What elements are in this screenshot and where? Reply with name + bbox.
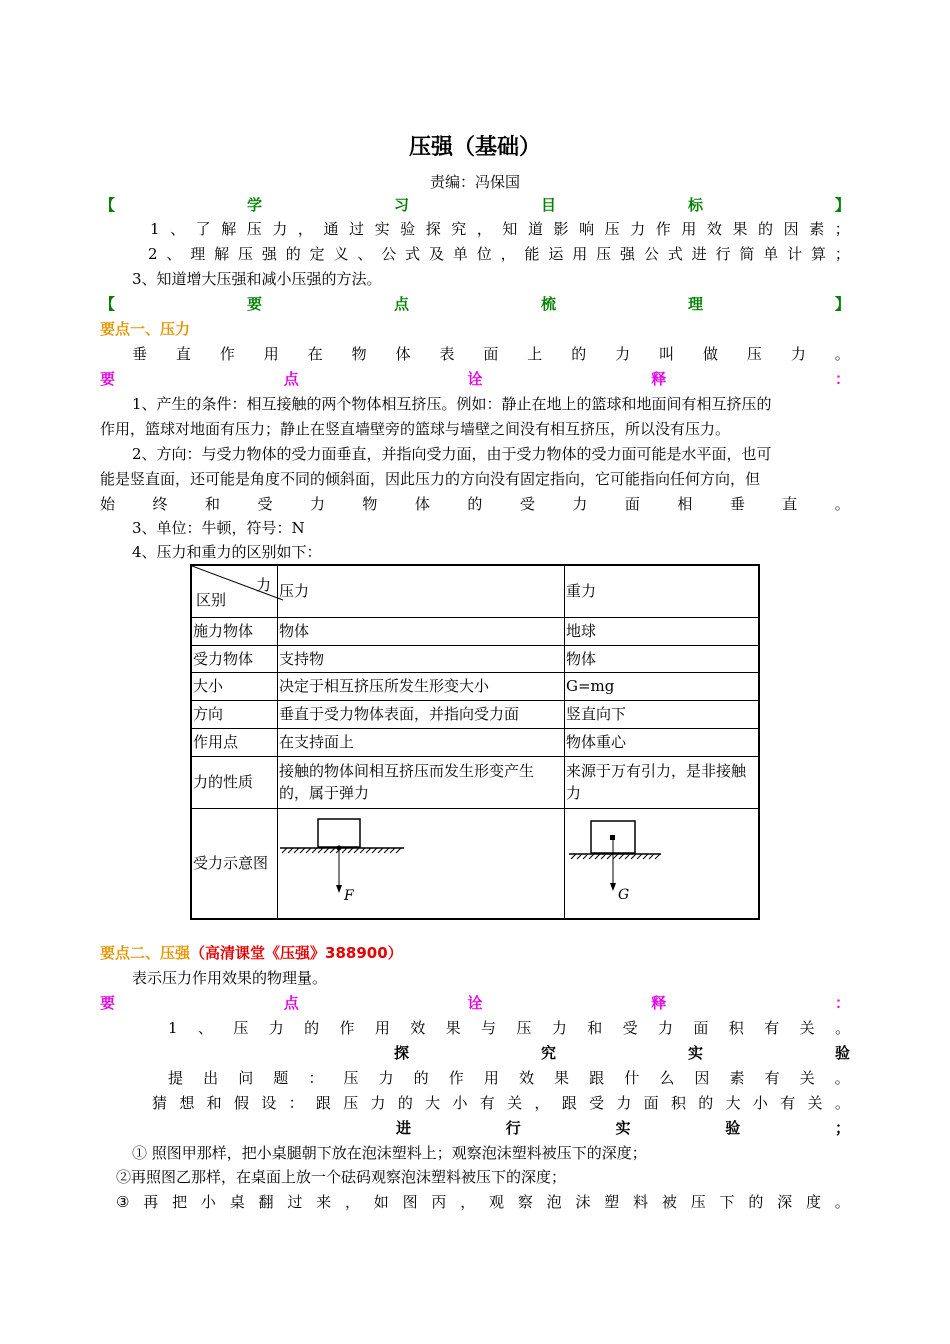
spread-char: 力 [630, 220, 646, 238]
spread-char: 物 [362, 495, 378, 513]
spread-char: 理 [687, 295, 703, 313]
spread-char: 用 [572, 245, 588, 263]
spread-char: ： [288, 1094, 304, 1112]
spread-char: 的 [571, 345, 587, 363]
spread-char: 跟 [315, 1094, 331, 1112]
spread-char: 表 [439, 345, 455, 363]
spread-char: 直 [175, 345, 191, 363]
spread-char: 力 [658, 1019, 674, 1037]
point1-definition [132, 342, 850, 366]
spread-char: 做 [702, 345, 718, 363]
point2-heading-link[interactable]: （高清课堂《压强》388900） [190, 944, 403, 962]
spread-char: 强 [620, 245, 636, 263]
spread-char: 压 [690, 1193, 706, 1211]
spread-char: 塑 [604, 1193, 620, 1211]
spread-char: 受 [589, 1094, 605, 1112]
gravity-force-diagram [565, 809, 758, 912]
spread-char: 诠 [467, 994, 483, 1012]
spread-char: 果 [445, 1019, 461, 1037]
point1-p1-line1: 1、产生的条件：相互接触的两个物体相互挤压。例如：静止在地上的篮球和地面间有相互挤压的 [132, 395, 772, 413]
spread-char: 关 [807, 1094, 823, 1112]
spread-char: 沫 [575, 1193, 591, 1211]
spread-char: 压 [246, 220, 262, 238]
spread-char: 有 [764, 1069, 780, 1087]
spread-char: 。 [834, 495, 850, 513]
spread-char: 简 [739, 245, 755, 263]
page-title: 压强（基础） [408, 135, 541, 160]
spread-char: ， [460, 1193, 476, 1211]
spread-char: 验 [725, 1119, 741, 1137]
spread-char: 式 [405, 245, 421, 263]
spread-char: 压 [746, 345, 762, 363]
spread-char: 通 [323, 220, 339, 238]
table-header-gravity: 重力 [565, 565, 760, 617]
spread-char: 把 [172, 1193, 188, 1211]
spread-char: 的 [304, 1019, 320, 1037]
table-row-label: 大小 [191, 672, 278, 700]
spread-char: 力 [378, 1069, 394, 1087]
spread-char: 义 [333, 245, 349, 263]
spread-char: 泡 [546, 1193, 562, 1211]
spread-char: 效 [706, 220, 722, 238]
force-g-label: G [618, 886, 630, 903]
spread-char: 压 [233, 1019, 249, 1037]
spread-char: 响 [579, 220, 595, 238]
spread-char: ： [834, 370, 850, 388]
spread-char: 。 [834, 1094, 850, 1112]
spread-char: 假 [233, 1094, 249, 1112]
spread-char: 行 [715, 245, 731, 263]
author-line: 责编：冯保国 [429, 173, 520, 191]
spread-char: ③ [116, 1193, 130, 1211]
spread-char: 桌 [229, 1193, 245, 1211]
spread-char: 位 [476, 245, 492, 263]
spread-char: 压 [343, 1094, 359, 1112]
spread-char: 积 [728, 1019, 744, 1037]
spread-char: 。 [834, 345, 850, 363]
table-cell: G=mg [565, 672, 760, 700]
spread-char: 单 [452, 245, 468, 263]
spread-char: 力 [370, 1094, 386, 1112]
spread-char: 要 [100, 994, 116, 1012]
conduct-heading [396, 1116, 850, 1140]
spread-char: ： [834, 994, 850, 1012]
spread-char: 在 [307, 345, 323, 363]
point2-heading [100, 941, 850, 965]
spread-char: 解 [214, 245, 230, 263]
spread-char: 能 [524, 245, 540, 263]
spread-char: 图 [402, 1193, 418, 1211]
spread-char: 有 [764, 1019, 780, 1037]
spread-char: 、 [197, 1019, 213, 1037]
spread-char: 体 [414, 495, 430, 513]
spread-char: 进 [396, 1119, 412, 1137]
table-cell: 物体重心 [565, 728, 760, 756]
table-cell: 物体 [278, 617, 565, 645]
table-row-label: 施力物体 [191, 617, 278, 645]
table-header-pressure: 压力 [278, 565, 565, 617]
spread-char: 过 [287, 1193, 303, 1211]
spread-char: 压 [604, 220, 620, 238]
spread-char: 单 [763, 245, 779, 263]
spread-char: 道 [527, 220, 543, 238]
spread-char: 问 [238, 1069, 254, 1087]
step-3 [116, 1190, 850, 1214]
spread-char: 力 [615, 345, 631, 363]
point1-explain-heading [100, 367, 850, 391]
spread-char: 、 [357, 245, 373, 263]
spread-char: 究 [451, 220, 467, 238]
spread-char: 效 [410, 1019, 426, 1037]
goals-heading [100, 193, 850, 217]
spread-char: 翻 [258, 1193, 274, 1211]
spread-char: 料 [633, 1193, 649, 1211]
spread-char: 的 [748, 1193, 764, 1211]
table-cell: 来源于万有引力，是非接触力 [565, 756, 760, 808]
table-cell: 支持物 [278, 645, 565, 672]
spread-char: 压 [343, 1069, 359, 1087]
explore-heading [394, 1041, 850, 1065]
spread-char: 目 [540, 196, 556, 214]
spread-char: 叫 [659, 345, 675, 363]
spread-char: 验 [834, 1044, 850, 1062]
spread-char: 探 [394, 1044, 410, 1062]
spread-char: 学 [246, 196, 262, 214]
spread-char: 力 [790, 345, 806, 363]
spread-char: 实 [687, 1044, 703, 1062]
point2-definition: 表示压力作用效果的物理量。 [132, 969, 328, 987]
spread-char: 知 [502, 220, 518, 238]
spread-char: 运 [548, 245, 564, 263]
spread-char: ， [476, 220, 492, 238]
spread-char: 的 [413, 1069, 429, 1087]
spread-char: 究 [540, 1044, 556, 1062]
spread-char: 用 [483, 1069, 499, 1087]
spread-char: 要 [100, 370, 116, 388]
spread-char: 有 [780, 1094, 796, 1112]
spread-char: 。 [834, 1069, 850, 1087]
spread-char: 因 [783, 220, 799, 238]
spread-char: 的 [758, 220, 774, 238]
corner-bottom-label: 区别 [196, 590, 227, 609]
spread-char: ； [834, 1119, 850, 1137]
spread-char: 行 [505, 1119, 521, 1137]
spread-char: 跟 [561, 1094, 577, 1112]
spread-char: 】 [834, 295, 850, 313]
spread-char: 要 [246, 295, 262, 313]
spread-char: 因 [694, 1069, 710, 1087]
spread-char: 和 [587, 1019, 603, 1037]
spread-char: 么 [659, 1069, 675, 1087]
spread-char: 梳 [540, 295, 556, 313]
spread-char: ： [308, 1069, 324, 1087]
point1-p2-line3 [100, 492, 850, 516]
spread-char: 点 [283, 994, 299, 1012]
spread-char: 再 [143, 1193, 159, 1211]
spread-char: 面 [624, 495, 640, 513]
spread-char: ， [344, 1193, 360, 1211]
spread-char: 力 [268, 1019, 284, 1037]
step-2: ②再照图乙那样，在桌面上放一个砝码观察泡沫塑料被压下的深度； [116, 1168, 567, 1186]
spread-char: 相 [677, 495, 693, 513]
spread-char: 】 [834, 196, 850, 214]
spread-char: 被 [661, 1193, 677, 1211]
table-corner-cell [191, 565, 278, 617]
table-cell: 竖直向下 [565, 700, 760, 728]
pressure-force-diagram-cell [278, 808, 565, 919]
question-line [168, 1066, 850, 1090]
pressure-gravity-table [190, 564, 760, 920]
table-row-label: 受力物体 [191, 645, 278, 672]
spread-char: 用 [681, 220, 697, 238]
spread-char: 力 [309, 495, 325, 513]
spread-char: 探 [425, 220, 441, 238]
spread-char: 定 [309, 245, 325, 263]
spread-char: 设 [261, 1094, 277, 1112]
spread-char: 压 [516, 1019, 532, 1037]
spread-char: 物 [351, 345, 367, 363]
spread-char: ， [297, 220, 313, 238]
pressure-force-diagram [278, 809, 564, 912]
spread-char: 小 [452, 1094, 468, 1112]
spread-char: 。 [834, 1019, 850, 1037]
spread-char: 丙 [431, 1193, 447, 1211]
spread-char: 了 [195, 220, 211, 238]
spread-char: 标 [687, 196, 703, 214]
spread-char: 有 [479, 1094, 495, 1112]
table-cell: 在支持面上 [278, 728, 565, 756]
spread-char: 积 [670, 1094, 686, 1112]
spread-char: 面 [693, 1019, 709, 1037]
spread-char: 和 [204, 495, 220, 513]
spread-char: 、 [170, 220, 186, 238]
spread-char: 受 [257, 495, 273, 513]
spread-char: 受 [622, 1019, 638, 1037]
spread-char: 验 [400, 220, 416, 238]
spread-char: 观 [489, 1193, 505, 1211]
spread-char: 2 [148, 245, 158, 263]
spread-char: 压 [238, 245, 254, 263]
goal-item-3: 3、知道增大压强和减小压强的方法。 [132, 270, 382, 288]
spread-char: 深 [777, 1193, 793, 1211]
spread-char: 用 [263, 345, 279, 363]
spread-char: 直 [782, 495, 798, 513]
point1-heading: 要点一、压力 [100, 320, 191, 338]
spread-char: 始 [100, 495, 116, 513]
point1-p2-line1: 2、方向：与受力物体的受力面垂直，并指向受力面，由于受力物体的受力面可能是水平面，也可 [132, 445, 772, 463]
spread-char: 果 [732, 220, 748, 238]
spread-char: 【 [100, 295, 116, 313]
point1-p2-line2: 能是竖直面，还可能是角度不同的倾斜面，因此压力的方向没有固定指向，它可能指向任何方向，但 [100, 470, 761, 488]
spread-char: 用 [374, 1019, 390, 1037]
spread-char: 公 [643, 245, 659, 263]
spread-char: 与 [481, 1019, 497, 1037]
spread-char: 关 [507, 1094, 523, 1112]
table-cell: 接触的物体间相互挤压而发生形变产生的，属于弹力 [278, 756, 565, 808]
spread-char: 的 [285, 245, 301, 263]
spread-char: 上 [527, 345, 543, 363]
spread-char: 公 [381, 245, 397, 263]
spread-char: 力 [551, 1019, 567, 1037]
guess-line [152, 1091, 850, 1115]
spread-char: 垂 [729, 495, 745, 513]
spread-char: ， [500, 245, 516, 263]
point2-explain-heading [100, 991, 850, 1015]
spread-char: 【 [100, 196, 116, 214]
step-1: ① 照图甲那样，把小桌腿朝下放在泡沫塑料上；观察泡沫塑料被压下的深度； [132, 1144, 647, 1162]
spread-char: 压 [596, 245, 612, 263]
spread-char: 进 [691, 245, 707, 263]
spread-char: 题 [273, 1069, 289, 1087]
point2-item1 [168, 1016, 850, 1040]
goal-item-1 [150, 217, 850, 241]
spread-char: 体 [395, 345, 411, 363]
spread-char: 下 [719, 1193, 735, 1211]
spread-char: 式 [667, 245, 683, 263]
spread-char: 影 [553, 220, 569, 238]
spread-char: 猜 [152, 1094, 168, 1112]
force-arrow-head [336, 885, 342, 893]
spread-char: 作 [655, 220, 671, 238]
spread-char: 计 [787, 245, 803, 263]
spread-char: 垂 [132, 345, 148, 363]
spread-char: 习 [393, 196, 409, 214]
spread-char: ， [534, 1094, 550, 1112]
spread-char: 和 [206, 1094, 222, 1112]
gravity-force-diagram-cell [565, 808, 760, 919]
spread-char: 关 [799, 1019, 815, 1037]
spread-char: 大 [425, 1094, 441, 1112]
point1-p1-line2: 作用，篮球对地面有压力；静止在竖直墙壁旁的篮球与墙壁之间没有相互挤压，所以没有压力。 [100, 420, 731, 438]
spread-char: 察 [517, 1193, 533, 1211]
spread-char: 的 [397, 1094, 413, 1112]
spread-char: 小 [200, 1193, 216, 1211]
spread-char: 点 [393, 295, 409, 313]
spread-char: 过 [349, 220, 365, 238]
spread-char: 作 [448, 1069, 464, 1087]
center-of-gravity [610, 835, 615, 840]
table-row-label: 受力示意图 [191, 808, 278, 919]
spread-char: 面 [643, 1094, 659, 1112]
table-row-label: 力的性质 [191, 756, 278, 808]
spread-char: 。 [834, 1193, 850, 1211]
table-row-label: 作用点 [191, 728, 278, 756]
spread-char: 效 [518, 1069, 534, 1087]
block [318, 819, 360, 847]
spread-char: 释 [651, 994, 667, 1012]
spread-char: ； [834, 245, 850, 263]
goal-item-2 [148, 242, 850, 266]
spread-char: 力 [616, 1094, 632, 1112]
spread-char: 理 [190, 245, 206, 263]
spread-char: 力 [272, 220, 288, 238]
spread-char: 力 [572, 495, 588, 513]
spread-char: 素 [809, 220, 825, 238]
table-cell: 地球 [565, 617, 760, 645]
spread-char: 1 [150, 220, 160, 238]
spread-char: 小 [752, 1094, 768, 1112]
spread-char: 果 [554, 1069, 570, 1087]
force-f-label: F [344, 887, 354, 904]
points-heading [100, 292, 850, 316]
spread-char: 解 [221, 220, 237, 238]
spread-char: 来 [316, 1193, 332, 1211]
spread-char: 实 [615, 1119, 631, 1137]
spread-char: 作 [219, 345, 235, 363]
spread-char: 诠 [467, 370, 483, 388]
table-row-label: 方向 [191, 700, 278, 728]
spread-char: 释 [651, 370, 667, 388]
spread-char: 想 [179, 1094, 195, 1112]
table-cell: 垂直于受力物体表面，并指向受力面 [278, 700, 565, 728]
table-cell: 物体 [565, 645, 760, 672]
spread-char: 点 [283, 370, 299, 388]
spread-char: 的 [698, 1094, 714, 1112]
spread-char: 素 [729, 1069, 745, 1087]
spread-char: 提 [168, 1069, 184, 1087]
spread-char: 出 [203, 1069, 219, 1087]
spread-char: 及 [429, 245, 445, 263]
spread-char: 终 [152, 495, 168, 513]
spread-char: 关 [799, 1069, 815, 1087]
spread-char: 1 [168, 1019, 178, 1037]
point1-p4: 4、压力和重力的区别如下： [132, 543, 322, 561]
spread-char: 实 [374, 220, 390, 238]
spread-char: 如 [373, 1193, 389, 1211]
spread-char: 度 [805, 1193, 821, 1211]
table-cell: 决定于相互挤压所发生形变大小 [278, 672, 565, 700]
point1-p3: 3、单位：牛顿，符号：N [132, 519, 305, 537]
corner-top-label: 力 [255, 576, 271, 594]
spread-char: 作 [339, 1019, 355, 1037]
point2-heading-prefix: 要点二、压强 [100, 944, 191, 962]
spread-char: 面 [483, 345, 499, 363]
gravity-arrow-head [610, 883, 616, 891]
spread-char: ； [834, 220, 850, 238]
spread-char: 强 [261, 245, 277, 263]
spread-char: 大 [725, 1094, 741, 1112]
spread-char: 受 [519, 495, 535, 513]
spread-char: 什 [624, 1069, 640, 1087]
spread-char: 、 [166, 245, 182, 263]
spread-char: 跟 [589, 1069, 605, 1087]
spread-char: 的 [467, 495, 483, 513]
spread-char: 算 [811, 245, 827, 263]
